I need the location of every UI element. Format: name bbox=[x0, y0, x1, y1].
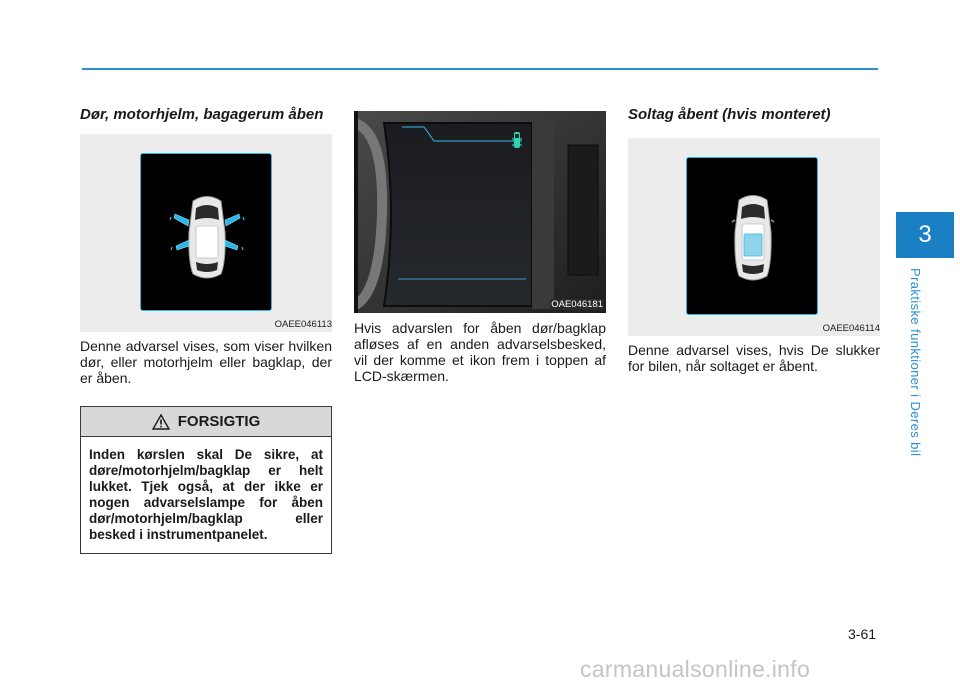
car-doors-open-icon bbox=[141, 154, 273, 312]
column-sunroof-open bbox=[628, 106, 880, 374]
figure-cluster-display bbox=[354, 111, 606, 313]
instrument-cluster-image bbox=[354, 111, 606, 313]
figure-sunroof-open bbox=[628, 138, 880, 336]
sunroof-description: Denne advarsel vises, hvis De slukker for bilen, når soltaget er åbent. bbox=[628, 342, 880, 374]
figure-code: OAEE046114 bbox=[822, 323, 880, 334]
doors-description: Denne advarsel vises, som viser hvilken dør, eller motorhjelm eller bagklap, der er åben. bbox=[80, 338, 332, 386]
watermark: carmanualsonline.info bbox=[580, 656, 811, 682]
door-open-indicator-icon bbox=[512, 131, 522, 149]
cluster-display bbox=[686, 157, 818, 315]
top-rule bbox=[82, 68, 878, 70]
chapter-title: Praktiske funktioner i Deres bil bbox=[908, 268, 923, 457]
warning-triangle-icon bbox=[152, 414, 170, 430]
figure-doors-open bbox=[80, 134, 332, 332]
car-sunroof-icon bbox=[687, 158, 819, 316]
chapter-number: 3 bbox=[918, 221, 932, 248]
section-heading-doors: Dør, motorhjelm, bagagerum åben bbox=[80, 106, 324, 123]
column-doors-open bbox=[80, 106, 332, 554]
caution-header bbox=[81, 407, 331, 437]
caution-text: Inden kørslen skal De sikre, at døre/motorhjelm/bagklap er helt lukket. Tjek også, at der ikke er nogen advarselslampe for åben dør/motorhjelm/bagklap eller besked i instrumentpanelet. bbox=[89, 447, 323, 542]
caution-title: FORSIGTIG bbox=[177, 413, 261, 430]
figure-code: OAE046181 bbox=[551, 299, 603, 310]
cluster-display bbox=[140, 153, 272, 311]
section-heading-sunroof: Soltag åbent (hvis monteret) bbox=[628, 106, 831, 123]
chapter-tab bbox=[896, 212, 954, 258]
page-number: 3-61 bbox=[848, 626, 877, 642]
caution-box bbox=[80, 406, 332, 554]
cluster-description: Hvis advarslen for åben dør/bagklap afløses af en anden advarselsbesked, vil der komme et ikon frem i toppen af LCD-skærmen. bbox=[354, 320, 606, 384]
figure-code: OAEE046113 bbox=[274, 319, 332, 330]
column-cluster-display bbox=[354, 106, 606, 384]
